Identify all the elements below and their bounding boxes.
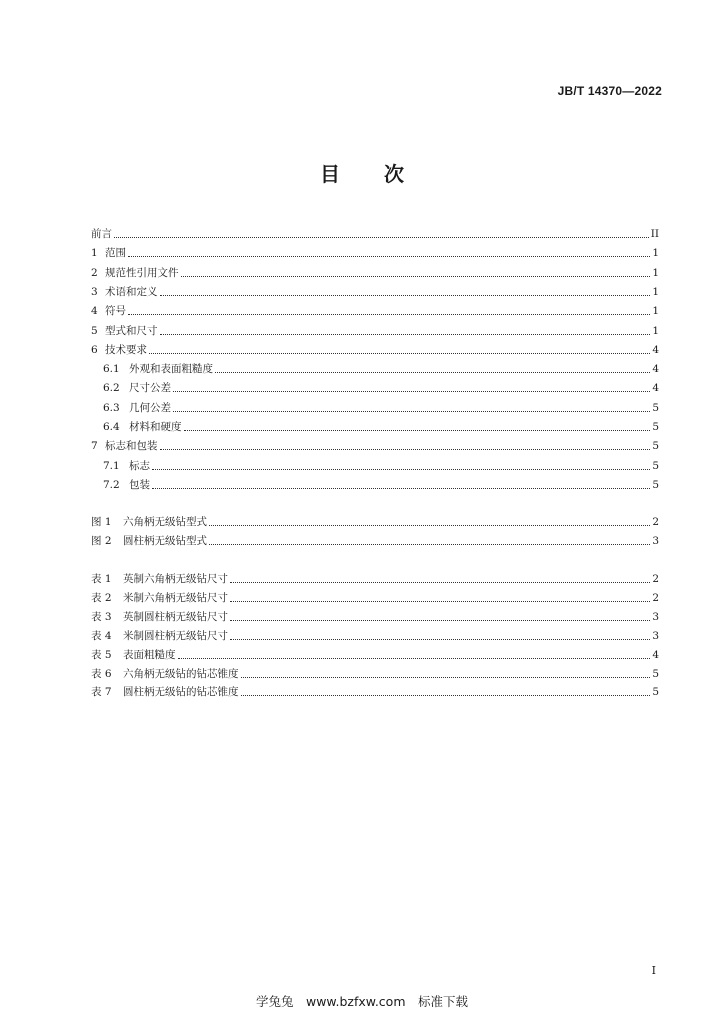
dot-leader bbox=[149, 352, 650, 354]
toc-entry-page: 2 bbox=[652, 591, 659, 604]
toc-entry[interactable] bbox=[91, 643, 659, 661]
toc-entry-page: 4 bbox=[652, 363, 659, 376]
toc-entry-number: 7.1 bbox=[103, 459, 120, 472]
toc-entry-page: 1 bbox=[652, 247, 659, 260]
toc-entry-text: 材料和硬度 bbox=[129, 421, 182, 433]
toc-entry[interactable] bbox=[91, 473, 659, 491]
toc-entry[interactable] bbox=[91, 680, 659, 698]
toc-entry-text: 规范性引用文件 bbox=[105, 266, 179, 279]
toc-entry-label bbox=[91, 247, 126, 259]
toc-entry-label bbox=[91, 286, 158, 298]
toc-entry-number: 6.4 bbox=[103, 421, 120, 433]
toc-entry-number: 2 bbox=[91, 266, 98, 279]
toc-entry-text: 表面粗糙度 bbox=[123, 648, 176, 661]
toc-entry-number: 表 6 bbox=[91, 667, 112, 680]
toc-entry-number: 表 4 bbox=[91, 629, 112, 642]
dot-leader bbox=[160, 448, 651, 450]
toc-entry-label bbox=[91, 267, 179, 279]
dot-leader bbox=[173, 410, 650, 412]
toc-entry-label bbox=[91, 479, 150, 491]
toc-entry-text: 米制圆柱柄无级钻尺寸 bbox=[123, 629, 228, 642]
toc-entry-page: II bbox=[650, 228, 659, 240]
dot-leader bbox=[160, 333, 651, 335]
toc-entry-text: 英制六角柄无级钻尺寸 bbox=[123, 573, 228, 585]
toc-entry-page: 4 bbox=[652, 382, 659, 395]
toc-entry-number: 4 bbox=[91, 305, 98, 318]
toc-entry-number: 图 1 bbox=[91, 516, 112, 528]
toc-entry-label bbox=[91, 228, 112, 240]
toc-entry-text: 圆柱柄无级钻的钻芯锥度 bbox=[123, 686, 239, 699]
page-title bbox=[0, 158, 724, 187]
toc-entry-number: 7 bbox=[91, 440, 98, 453]
toc-entry[interactable] bbox=[91, 222, 659, 240]
toc-entry-text: 前言 bbox=[91, 228, 112, 240]
dot-leader bbox=[230, 600, 650, 602]
toc-entry[interactable] bbox=[91, 376, 659, 394]
toc-entry-text: 范围 bbox=[105, 247, 126, 260]
dot-leader bbox=[209, 543, 650, 545]
toc-entry-page: 1 bbox=[652, 324, 659, 337]
toc-entry-page: 3 bbox=[652, 535, 659, 547]
toc-entry-number: 表 3 bbox=[91, 610, 112, 623]
toc-entry-number: 6.2 bbox=[103, 382, 120, 395]
toc-entry-number: 表 1 bbox=[91, 573, 112, 585]
toc-entry[interactable] bbox=[91, 241, 659, 259]
dot-leader bbox=[128, 255, 650, 257]
toc-entry[interactable] bbox=[91, 319, 659, 337]
toc-entry-label bbox=[91, 592, 228, 604]
toc-entry-text: 圆柱柄无级钻型式 bbox=[123, 535, 207, 547]
dot-leader bbox=[241, 694, 651, 696]
toc-entry-page: 5 bbox=[652, 667, 659, 680]
toc-entry[interactable] bbox=[91, 338, 659, 356]
toc-entry[interactable] bbox=[91, 624, 659, 642]
title-char-2: 次 bbox=[384, 162, 404, 186]
toc-entry-label bbox=[91, 421, 182, 433]
dot-leader bbox=[152, 487, 650, 489]
toc-entry-label bbox=[91, 668, 239, 680]
toc-entry-text: 术语和定义 bbox=[105, 285, 158, 298]
toc-entry-page: 2 bbox=[652, 573, 659, 585]
dot-leader bbox=[230, 619, 650, 621]
standard-number: JB/T 14370—2022 bbox=[557, 84, 662, 98]
dot-leader bbox=[209, 524, 650, 526]
toc-entry-text: 几何公差 bbox=[129, 401, 171, 414]
toc-entry-label bbox=[91, 325, 158, 337]
dot-leader bbox=[114, 236, 649, 238]
toc-entry-label bbox=[91, 573, 228, 585]
toc-entry-label bbox=[91, 630, 228, 642]
dot-leader bbox=[184, 429, 651, 431]
toc-entry-page: 5 bbox=[652, 440, 659, 453]
toc-entry-number: 6 bbox=[91, 343, 98, 356]
toc-entry-page: 5 bbox=[652, 459, 659, 472]
toc-entry-text: 尺寸公差 bbox=[129, 382, 171, 395]
toc-entry[interactable] bbox=[91, 567, 659, 585]
toc-entry-number: 1 bbox=[91, 247, 98, 260]
toc-entry-text: 技术要求 bbox=[105, 343, 147, 356]
toc-entry-label bbox=[91, 382, 171, 394]
toc-entry[interactable] bbox=[91, 280, 659, 298]
dot-leader bbox=[173, 390, 650, 392]
toc-entry[interactable] bbox=[91, 415, 659, 433]
toc-entry[interactable] bbox=[91, 261, 659, 279]
dot-leader bbox=[241, 676, 651, 678]
toc-entry-page: 1 bbox=[652, 305, 659, 318]
title-char-1: 目 bbox=[320, 162, 340, 186]
toc-entry-label bbox=[91, 686, 239, 698]
toc-entry-label bbox=[91, 344, 147, 356]
toc-entry-number: 5 bbox=[91, 324, 98, 337]
toc-entry-page: 3 bbox=[652, 629, 659, 642]
toc-entry-page: 3 bbox=[652, 610, 659, 623]
toc-entry-page: 5 bbox=[652, 478, 659, 491]
toc-entry-label bbox=[91, 363, 213, 375]
toc-entry-label bbox=[91, 305, 126, 317]
toc-entry-page: 2 bbox=[652, 516, 659, 528]
toc-entry-label bbox=[91, 649, 176, 661]
toc-entry-number: 表 5 bbox=[91, 648, 112, 661]
footer-watermark: 学兔兔 www.bzfxw.com 标准下载 bbox=[255, 994, 469, 1009]
dot-leader bbox=[152, 468, 650, 470]
toc-entry-page: 1 bbox=[652, 266, 659, 279]
toc-entry-page: 5 bbox=[652, 686, 659, 699]
toc-entry-text: 六角柄无级钻型式 bbox=[123, 516, 207, 528]
toc-entry[interactable] bbox=[91, 510, 659, 528]
toc-entry-text: 英制圆柱柄无级钻尺寸 bbox=[123, 610, 228, 623]
toc-entry-label bbox=[91, 440, 158, 452]
toc-entry-text: 米制六角柄无级钻尺寸 bbox=[123, 591, 228, 604]
toc-entry-page: 1 bbox=[652, 285, 659, 298]
toc-entry-number: 表 2 bbox=[91, 591, 112, 604]
toc-entry-page: 4 bbox=[652, 343, 659, 356]
toc-entry-text: 型式和尺寸 bbox=[105, 324, 158, 337]
toc-entry-text: 标志和包装 bbox=[105, 440, 158, 453]
toc-entry[interactable] bbox=[91, 529, 659, 547]
dot-leader bbox=[178, 657, 651, 659]
toc-entry[interactable] bbox=[91, 434, 659, 452]
page-number: I bbox=[651, 964, 656, 977]
toc-entry[interactable] bbox=[91, 396, 659, 414]
toc-entry-text: 包装 bbox=[129, 478, 150, 491]
dot-leader bbox=[128, 313, 650, 315]
toc-entry-label bbox=[91, 460, 150, 472]
dot-leader bbox=[181, 275, 651, 277]
dot-leader bbox=[230, 581, 650, 583]
toc-entry[interactable] bbox=[91, 299, 659, 317]
toc-entry[interactable] bbox=[91, 357, 659, 375]
toc-entry-number: 6.3 bbox=[103, 401, 120, 414]
dot-leader bbox=[230, 638, 650, 640]
toc-entry[interactable] bbox=[91, 454, 659, 472]
toc-entry-label bbox=[91, 516, 207, 528]
toc-entry-number: 表 7 bbox=[91, 686, 112, 699]
toc-entry-text: 外观和表面粗糙度 bbox=[129, 363, 213, 376]
toc-entry[interactable] bbox=[91, 605, 659, 623]
toc-entry-number: 6.1 bbox=[103, 363, 120, 376]
toc-entry-label bbox=[91, 402, 171, 414]
toc-entry[interactable] bbox=[91, 586, 659, 604]
dot-leader bbox=[215, 371, 650, 373]
toc-entry-page: 4 bbox=[652, 648, 659, 661]
toc-entry-page: 5 bbox=[652, 421, 659, 433]
toc-entry-label bbox=[91, 535, 207, 547]
toc-entry-number: 图 2 bbox=[91, 535, 112, 547]
dot-leader bbox=[160, 294, 651, 296]
toc-entry[interactable] bbox=[91, 662, 659, 680]
toc-entry-text: 六角柄无级钻的钻芯锥度 bbox=[123, 667, 239, 680]
toc-entry-text: 标志 bbox=[129, 459, 150, 472]
toc-entry-text: 符号 bbox=[105, 305, 126, 318]
toc-entry-page: 5 bbox=[652, 401, 659, 414]
toc-entry-label bbox=[91, 611, 228, 623]
toc-entry-number: 7.2 bbox=[103, 478, 120, 491]
toc-entry-number: 3 bbox=[91, 285, 98, 298]
